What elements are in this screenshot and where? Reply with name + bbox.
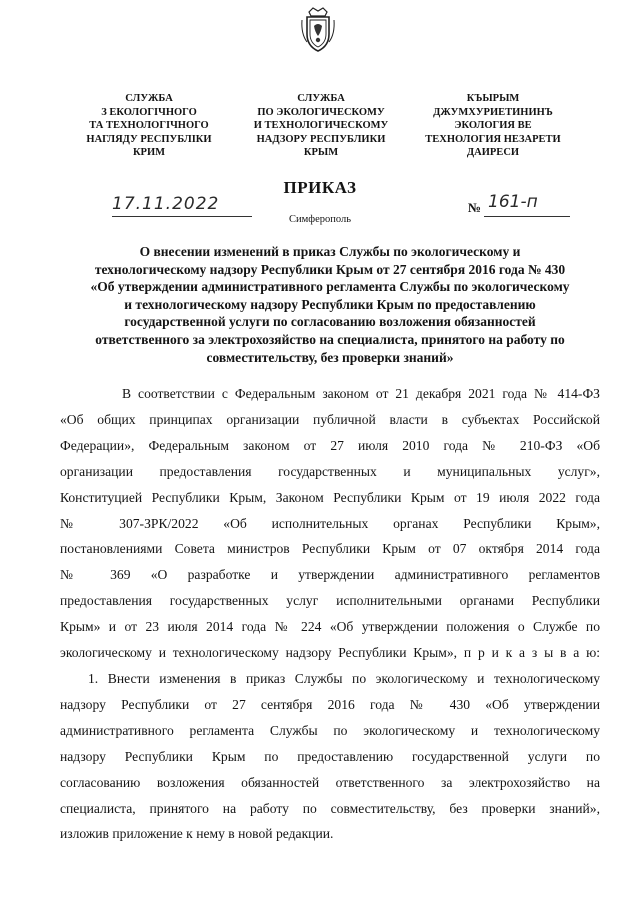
heading-line: и технологическому надзору Республики Крым по предоставлению — [124, 296, 536, 312]
agency-line: НАДЗОРУ РЕСПУБЛИКИ — [256, 133, 386, 145]
crimea-coat-of-arms-icon — [299, 6, 337, 54]
order-subject-heading — [60, 243, 600, 366]
body-line: изложив приложение к нему в новой редакции. — [60, 826, 334, 842]
document-type-title: ПРИКАЗ — [283, 178, 357, 197]
date-underline — [112, 216, 252, 217]
heading-line: государственной услуги по согласованию возложения обязанностей — [124, 314, 536, 330]
order-body — [60, 381, 600, 847]
issue-city: Симферополь — [289, 214, 351, 225]
body-line: надзору Республики от 27 сентября 2016 года № 430 «Об утверждении — [60, 696, 600, 712]
agency-line: СЛУЖБА — [125, 93, 173, 104]
agency-line: ДАИРЕСИ — [466, 147, 520, 158]
agency-line: ПО ЭКОЛОГИЧЕСКОМУ — [257, 106, 385, 118]
agency-line: ТЕХНОЛОГИЯ НЕЗАРЕТИ — [425, 133, 561, 145]
agency-line: ЭКОЛОГИЯ ВЕ — [454, 120, 532, 131]
body-line: Крым» и от 23 июля 2014 года № 224 «Об утверждении положения о Службе по — [60, 619, 600, 635]
body-line: № 307-ЗРК/2022 «Об исполнительных органах Республики Крым», — [60, 515, 600, 531]
agency-name-ukrainian — [64, 92, 234, 160]
agency-line: ТА ТЕХНОЛОГІЧНОГО — [89, 120, 209, 131]
agency-name-crimean-tatar — [408, 92, 578, 160]
body-line: № 369 «О разработке и утверждении административного регламентов — [60, 567, 600, 583]
body-line: экологическому и технологическому надзору Республики Крым», п р и к а з ы в а ю: — [60, 645, 600, 661]
agency-line: КЪЫРЫМ — [466, 93, 520, 104]
agency-line: И ТЕХНОЛОГИЧЕСКОМУ — [253, 120, 389, 131]
heading-line: совместительству, без проверки знаний» — [206, 349, 454, 365]
agency-line: КРЫМ — [303, 147, 339, 158]
agency-line: З ЕКОЛОГІЧНОГО — [101, 106, 197, 118]
body-line: специалиста, принятого на работу по совместительству, без проверки знаний», — [60, 800, 600, 816]
body-line: Федерации», Федеральным законом от 27 июля 2010 года № 210-ФЗ «Об — [60, 437, 600, 453]
agency-line: НАГЛЯДУ РЕСПУБЛІКИ — [86, 133, 212, 145]
order-item-1 — [60, 666, 600, 847]
agency-name-russian — [236, 92, 406, 160]
number-sign: № — [468, 200, 482, 215]
agency-line: СЛУЖБА — [297, 93, 345, 104]
number-underline — [484, 216, 570, 217]
body-line: предоставления государственных услуг исполнительными органами Республики — [60, 593, 600, 609]
agency-line: КРИМ — [132, 147, 166, 158]
handwritten-date: 17.11.2022 — [112, 194, 220, 214]
body-line: организации предоставления государственных и муниципальных услуг», — [60, 463, 600, 479]
body-line: Конституцией Республики Крым, Законом Республики Крым от 19 июля 2022 года — [60, 489, 600, 505]
body-line: «Об общих принципах организации публичной власти в субъектах Российской — [60, 411, 600, 427]
heading-line: ответственного за электрохозяйство на специалиста, принятого на работу по — [95, 331, 565, 347]
body-line: постановлениями Совета министров Республики Крым от 07 октября 2014 года — [60, 541, 600, 557]
body-line: административного регламента Службы по экологическому и технологическому — [60, 722, 600, 738]
body-line: согласованию возложения обязанностей ответственного за электрохозяйство на — [60, 774, 600, 790]
heading-line: «Об утверждении административного регламента Службы по экологическому — [90, 279, 570, 295]
body-line: В соответствии с Федеральным законом от 21 декабря 2021 года № 414-ФЗ — [122, 386, 600, 401]
agency-line: ДЖУМХУРИЕТИНИНЪ — [433, 106, 553, 118]
body-line: надзору Республики Крым по предоставлению государственной услуги по — [60, 748, 600, 764]
preamble-paragraph — [60, 381, 600, 666]
heading-line: О внесении изменений в приказ Службы по экологическому и — [139, 244, 521, 259]
heading-line: технологическому надзору Республики Крым от 27 сентября 2016 года № 430 — [94, 261, 566, 277]
handwritten-order-number: 161-п — [488, 192, 538, 212]
body-line: 1. Внести изменения в приказ Службы по экологическому и технологическому — [88, 670, 600, 686]
